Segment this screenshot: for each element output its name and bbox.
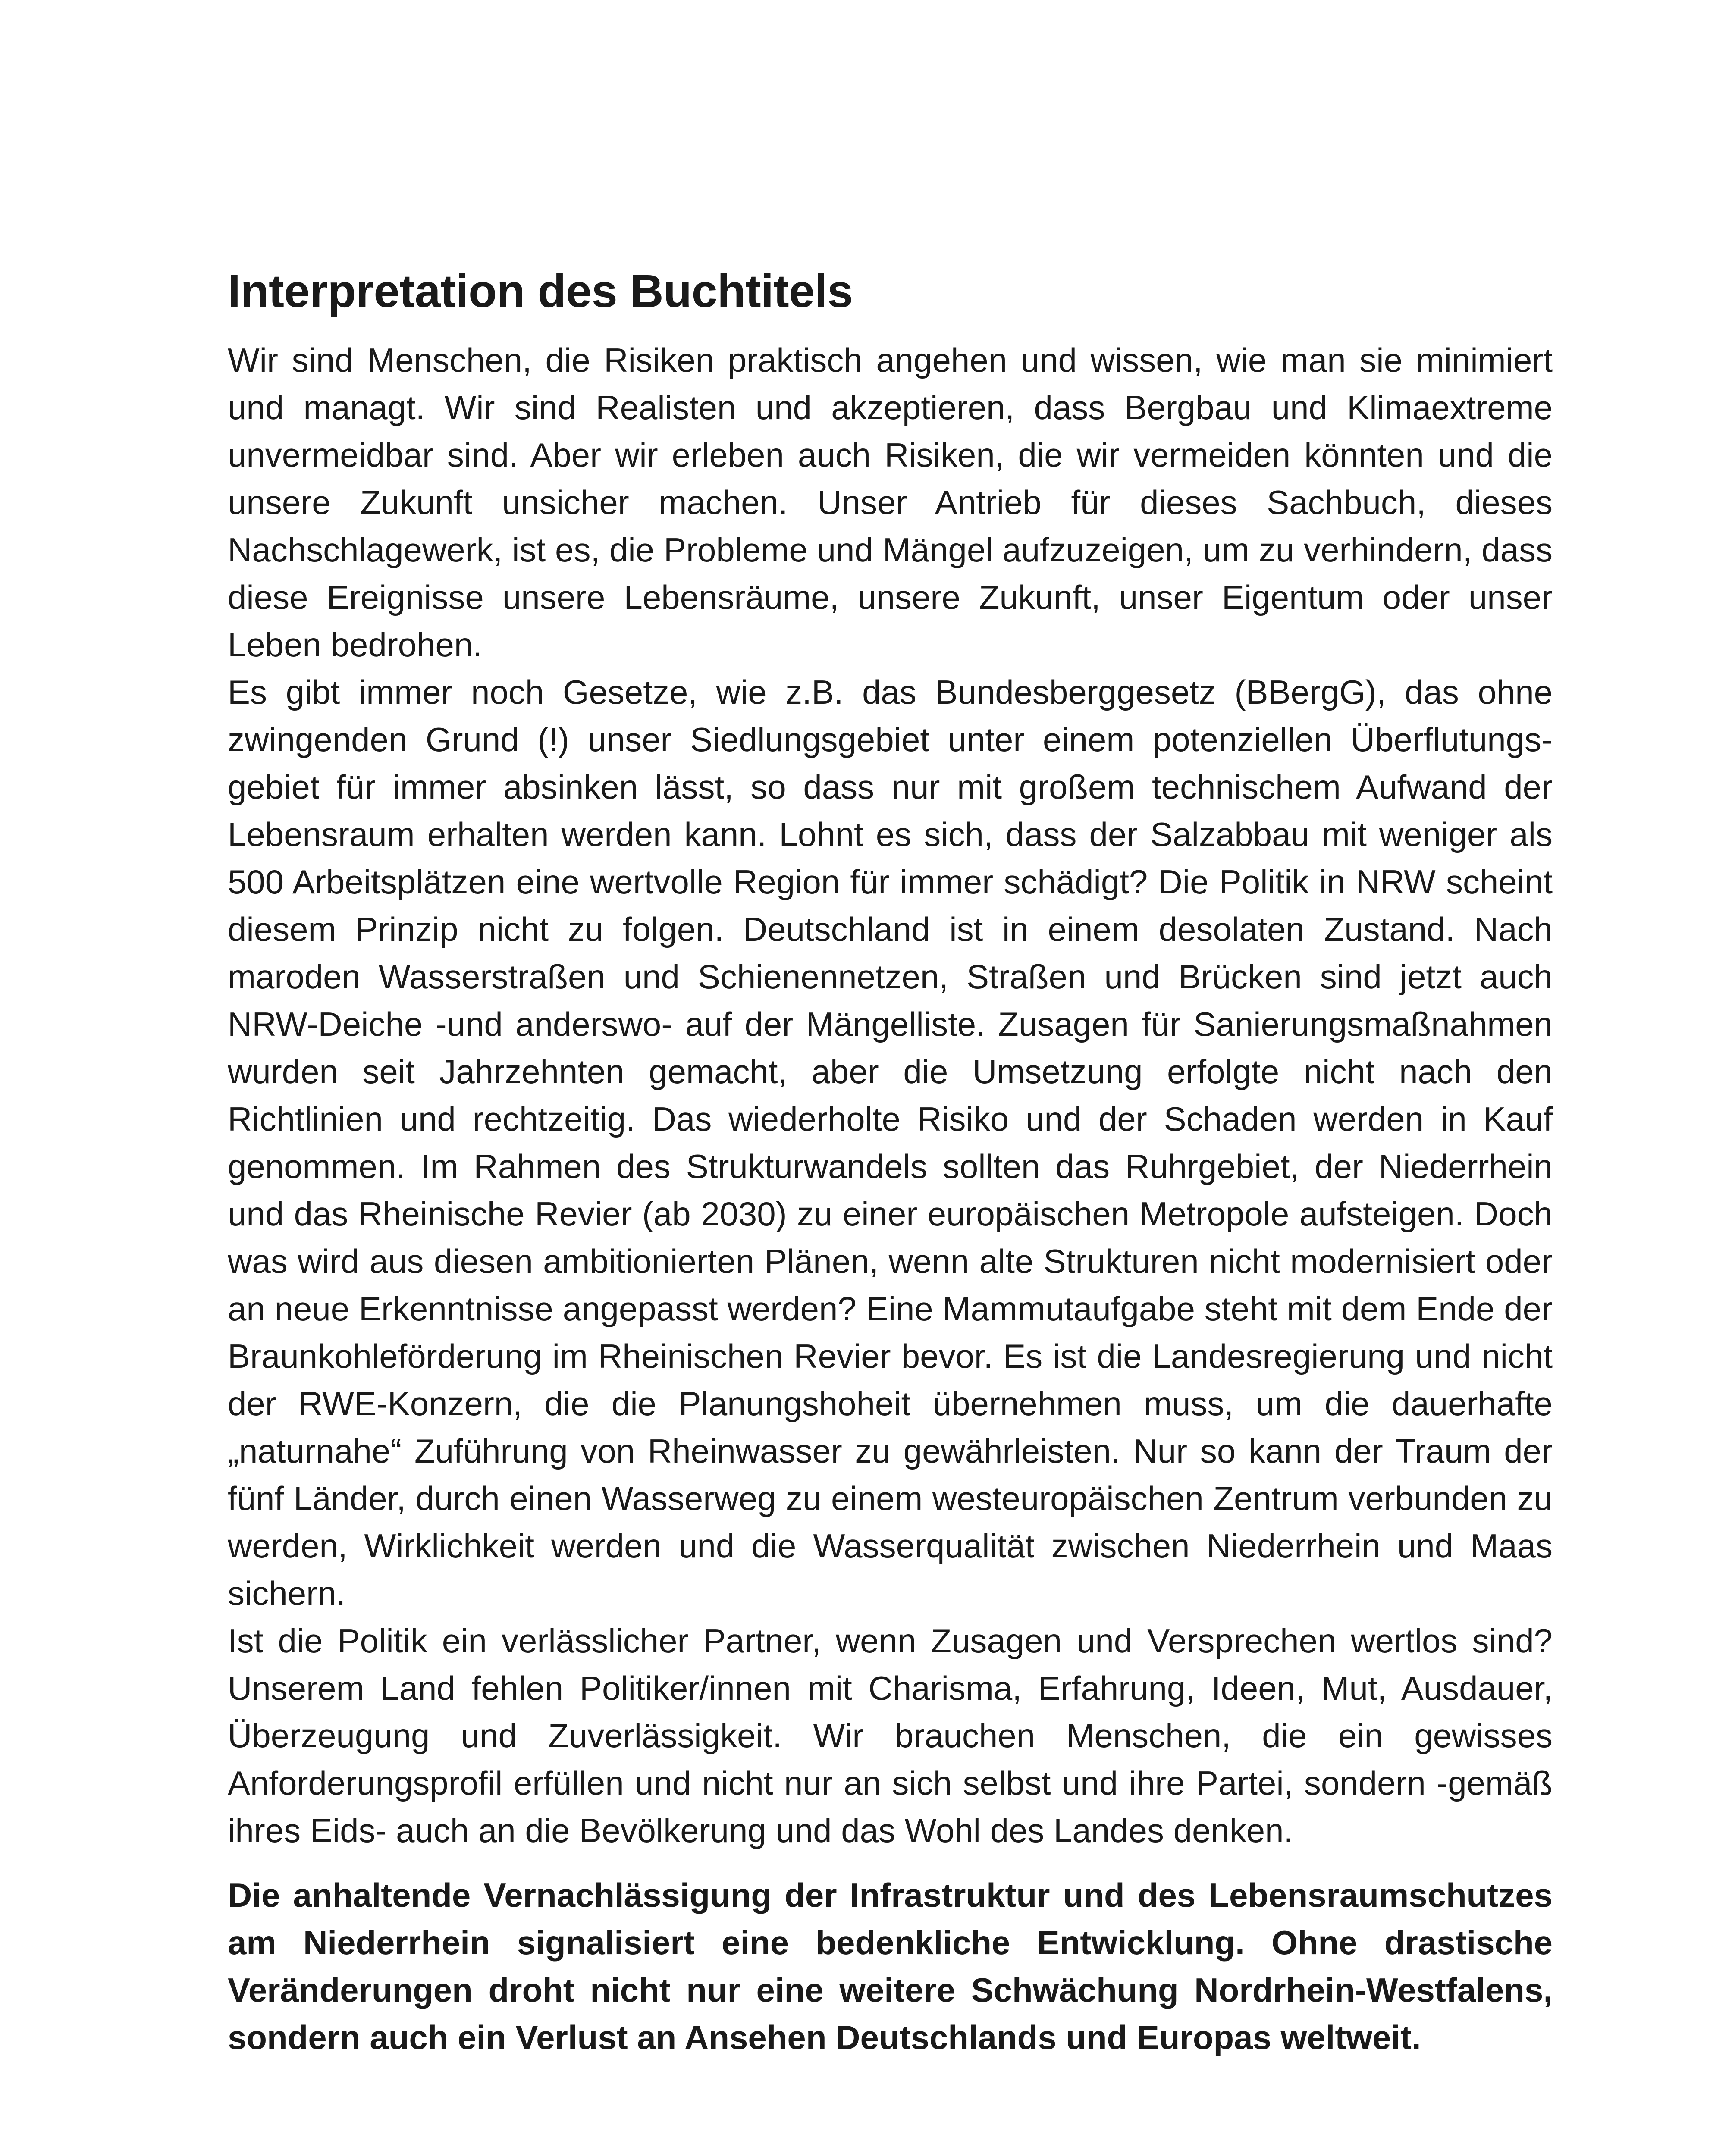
- conclusion-paragraph: Die anhaltende Vernachlässigung der Infrastruktur und des Lebensraumschutzes am Niederrhein signalisiert eine bedenkliche Entwicklung. Ohne drastische Veränderungen droht nicht nur eine weitere Schwächung Nordrhein-Westfalens, sondern auch ein Verlust an Ansehen Deutschlands und Europas weltweit.: [228, 1876, 1553, 2056]
- page-heading: Interpretation des Buchtitels: [228, 265, 853, 317]
- paragraph-risks: Wir sind Menschen, die Risiken praktisch angehen und wissen, wie man sie minimiert und managt. Wir sind Realisten und akzeptieren, dass Bergbau und Klimaextreme unvermeidbar sind. Aber wir erleben auch Risiken, die wir vermeiden könnten und die unsere Zukunft unsicher machen. Unser Antrieb für dieses Sachbuch, dieses Nachschlagewerk, ist es, die Probleme und Mängel aufzuzeigen, um zu verhindern, dass diese Ereignisse unsere Lebensräume, unsere Zukunft, unser Eigentum oder unser Leben bedrohen.: [228, 341, 1553, 664]
- paragraph-politics: Ist die Politik ein verlässlicher Partner, wenn Zusagen und Versprechen wertlos sind? Unserem Land fehlen Politiker/innen mit Charisma, Erfahrung, Ideen, Mut, Ausdauer, Überzeugung und Zuverlässigkeit. Wir brauchen Menschen, die ein gewisses Anforderungsprofil erfüllen und nicht nur an sich selbst und ihre Partei, sondern -gemäß ihres Eids- auch an die Bevölkerung und das Wohl des Landes denken.: [228, 1622, 1553, 1849]
- paragraph-laws-and-infrastructure: Es gibt immer noch Gesetze, wie z.B. das Bundesberggesetz (BBergG), das ohne zwingenden Grund (!) unser Siedlungsgebiet unter einem potenziellen Überflutungsgebiet für immer absinken lässt, so dass nur mit großem technischem Aufwand der Lebensraum erhalten werden kann. Lohnt es sich, dass der Salzabbau mit weniger als 500 Arbeitsplätzen eine wertvolle Region für immer schädigt? Die Politik in NRW scheint diesem Prinzip nicht zu folgen. Deutschland ist in einem desolaten Zustand. Nach maroden Wasserstraßen und Schienennetzen, Straßen und Brücken sind jetzt auch NRW-Deiche -und anderswo- auf der Mängelliste. Zusagen für Sanierungsmaßnahmen wurden seit Jahrzehnten gemacht, aber die Umsetzung erfolgte nicht nach den Richtlinien und rechtzeitig. Das wiederholte Risiko und der Schaden werden in Kauf genommen. Im Rahmen des Strukturwandels sollten das Ruhrgebiet, der Niederrhein und das Rheinische Revier (ab 2030) zu einer europäischen Metropole aufsteigen. Doch was wird aus diesen ambitionierten Plänen, wenn alte Strukturen nicht modernisiert oder an neue Erkenntnisse angepasst werden? Eine Mammutaufgabe steht mit dem Ende der Braunkohleförderung im Rheinischen Revier bevor. Es ist die Landesregierung und nicht der RWE-Konzern, die die Planungshoheit übernehmen muss, um die dauerhafte „naturnahe“ Zuführung von Rheinwasser zu gewährleisten. Nur so kann der Traum der fünf Länder, durch einen Wasserweg zu einem westeuropäischen Zentrum verbunden zu werden, Wirklichkeit werden und die Wasserqualität zwischen Niederrhein und Maas sichern.: [228, 673, 1553, 1612]
- page-content: [228, 259, 1553, 2061]
